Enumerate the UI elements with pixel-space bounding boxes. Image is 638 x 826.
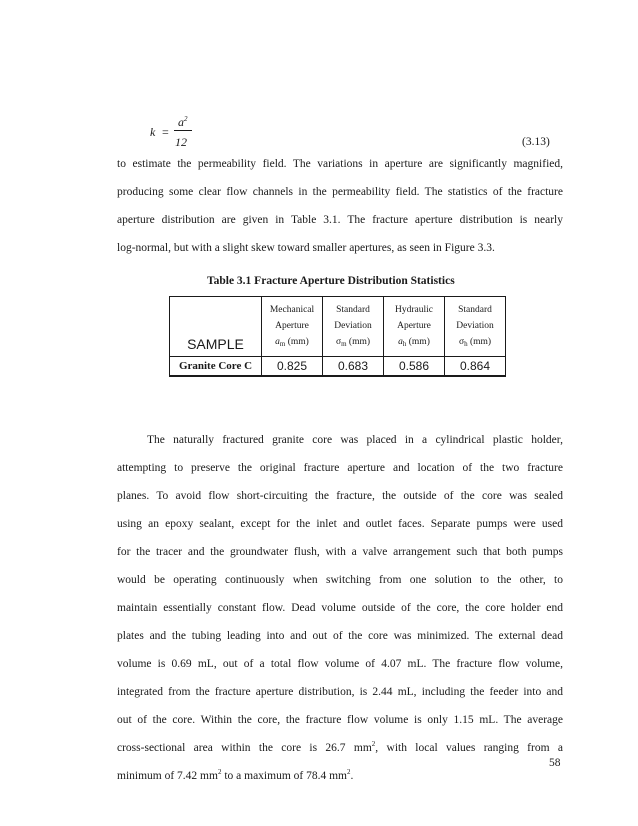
table-cell: 0.864 — [445, 357, 506, 377]
paragraph-line: out of the core. Within the core, the fracture flow volume is only 1.15 mL. The average — [117, 714, 563, 726]
column-header-mechanical-aperture — [262, 297, 323, 357]
equation-denominator: 12 — [175, 135, 187, 149]
header-line: Standard — [336, 304, 370, 315]
header-line: Deviation — [456, 320, 494, 331]
table-caption: Table 3.1 Fracture Aperture Distribution Statistics — [207, 275, 455, 287]
paragraph-line: The naturally fractured granite core was placed in a cylindrical plastic holder, — [147, 434, 563, 446]
row-label: Granite Core C — [170, 357, 262, 377]
paragraph-line: log-normal, but with a slight skew toward smaller apertures, as seen in Figure 3.3. — [117, 242, 495, 254]
paragraph-line: using an epoxy sealant, except for the inlet and outlet faces. Separate pumps were used — [117, 518, 563, 530]
paragraph-line: to estimate the permeability field. The variations in aperture are significantly magnified, — [117, 158, 563, 170]
paragraph-line: integrated from the fracture aperture distribution, is 2.44 mL, including the feeder into and — [117, 686, 563, 698]
header-symbol: $a_m$ (mm) — [275, 336, 309, 348]
paragraph-line: maintain essentially constant flow. Dead volume outside of the core, the core holder end — [117, 602, 563, 614]
equation-exponent: 2 — [184, 115, 188, 123]
equation-equals: = — [162, 125, 169, 139]
column-header-std-dev-hydraulic — [445, 297, 506, 357]
paragraph-line: for the tracer and the groundwater flush, with a valve arrangement such that both pumps — [117, 546, 563, 558]
paragraph-1 — [117, 150, 563, 262]
paragraph-line: would be operating continuously when switching from one solution to the other, to — [117, 574, 563, 586]
paragraph-line: volume is 0.69 mL, out of a total flow volume of 4.07 mL. The fracture flow volume, — [117, 658, 563, 670]
paragraph-line: plates and the tubing leading into and out of the core was minimized. The external dead — [117, 630, 563, 642]
column-header-std-dev-mechanical — [323, 297, 384, 357]
fraction-bar — [174, 130, 192, 131]
header-symbol: $\sigma_m$ (mm) — [335, 336, 371, 348]
paragraph-line: minimum of 7.42 $mm^2$ to a maximum of 78.4 $mm^2$. — [117, 768, 354, 782]
table-row — [170, 357, 506, 377]
page-number: 58 — [549, 757, 561, 769]
header-symbol: $\sigma_h$ (mm) — [458, 336, 492, 348]
header-symbol: $a_h$ (mm) — [398, 336, 430, 348]
header-line: Aperture — [275, 320, 309, 331]
paragraph-2 — [117, 426, 563, 790]
paragraph-line: producing some clear flow channels in the permeability field. The statistics of the fracture — [117, 186, 563, 198]
equation-3-13 — [150, 113, 210, 153]
header-line: Deviation — [334, 320, 372, 331]
table-cell: 0.683 — [323, 357, 384, 377]
header-line: Hydraulic — [395, 304, 433, 315]
equation-numerator: $a^2$ — [178, 115, 188, 129]
header-line: Aperture — [397, 320, 431, 331]
header-line: Mechanical — [269, 304, 315, 315]
table-cell: 0.825 — [262, 357, 323, 377]
paragraph-line: attempting to preserve the original fracture aperture and location of the two fracture — [117, 462, 563, 474]
sample-header: SAMPLE — [170, 297, 262, 357]
aperture-statistics-table — [169, 296, 506, 377]
paragraph-line: cross-sectional area within the core is 26.7 $mm^2$, with local values ranging from a — [117, 740, 563, 754]
table-cell: 0.586 — [384, 357, 445, 377]
header-line: Standard — [458, 304, 492, 315]
paragraph-line: aperture distribution are given in Table 3.1. The fracture aperture distribution is nearly — [117, 214, 563, 226]
column-header-hydraulic-aperture — [384, 297, 445, 357]
paragraph-line: planes. To avoid flow short-circuiting the fracture, the outside of the core was sealed — [117, 490, 563, 502]
equation-lhs: k — [150, 125, 156, 139]
table-header-row — [170, 297, 506, 357]
equation-number: (3.13) — [522, 136, 550, 148]
